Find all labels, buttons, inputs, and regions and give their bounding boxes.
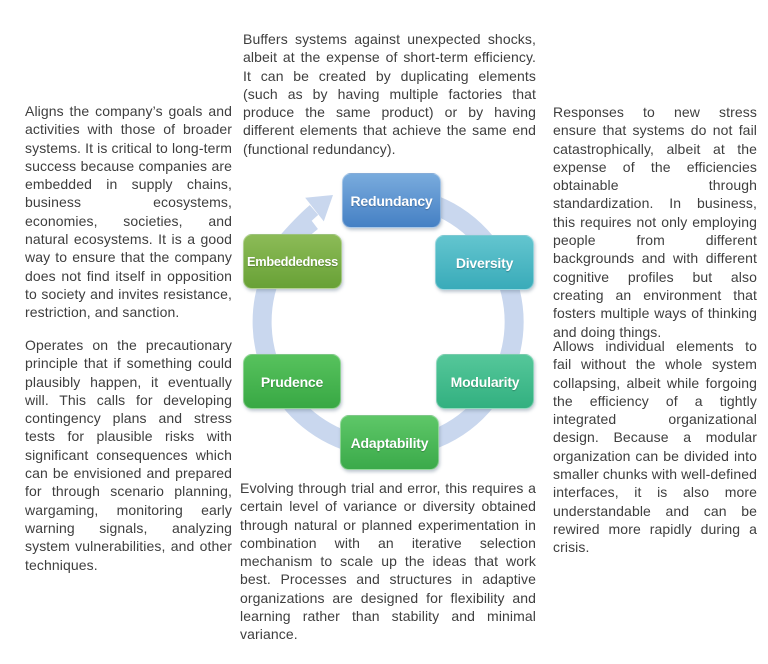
description-modularity: Allows individual elements to fail without the whole system collapsing, albeit while forgoing the efficiency of a tightly integrated organizational design. Because a modular organization can be divided into smaller chunks with well-defined interfaces, it is also more understandable and can be rewired more rapidly during a crisis.: [553, 338, 757, 556]
description-embeddedness: Aligns the company’s goals and activities with those of broader systems. It is critical to long-term success because companies are embedded in supply chains, business ecosystems, economies, societies, and natural ecosystems. It is a good way to ensure that the company does not find itself in opposition to society and invites resistance, restriction, and sanction.: [25, 103, 232, 321]
node-prudence-label: Prudence: [260, 373, 324, 390]
node-embeddedness-label: Embeddedness: [247, 254, 338, 269]
node-adaptability-label: Adaptability: [350, 434, 429, 451]
node-adaptability: [340, 415, 439, 470]
description-redundancy: Buffers systems against unexpected shocks, albeit at the expense of short-term efficiency. It can be created by duplicating elements (such as by having multiple factories that produce the same product) or by having different elements that achieve the same end (functional redundancy).: [243, 31, 536, 157]
node-modularity-label: Modularity: [450, 373, 520, 390]
node-embeddedness: [243, 234, 342, 289]
node-diversity-label: Diversity: [455, 254, 514, 271]
node-redundancy: [342, 173, 441, 228]
node-diversity: [435, 235, 534, 290]
node-prudence: [243, 354, 341, 409]
description-adaptability: Evolving through trial and error, this requires a certain level of variance or diversity obtained through natural or planned experimentation in combination with an iterative selection mechanism to scale up the ideas that work best. Processes and structures in adaptive organizations are designed for flexibility and learning rather than stability and minimal variance.: [240, 480, 536, 643]
description-prudence: Operates on the precautionary principle that if something could plausibly happen, it eventually will. This calls for developing contingency plans and stress tests for plausible risks with significant consequences which can be envisioned and prepared for through scenario planning, wargaming, monitoring early warning signals, analyzing system vulnerabilities, and other techniques.: [25, 337, 232, 573]
node-redundancy-label: Redundancy: [350, 192, 433, 209]
node-modularity: [436, 354, 534, 409]
description-diversity: Responses to new stress ensure that systems do not fail catastrophically, albeit at the expense of the efficiencies obtainable through standardization. In business, this requires not only employing people from different backgrounds and with different cognitive profiles but also creating an environment that fosters multiple ways of thinking and doing things.: [553, 104, 757, 340]
